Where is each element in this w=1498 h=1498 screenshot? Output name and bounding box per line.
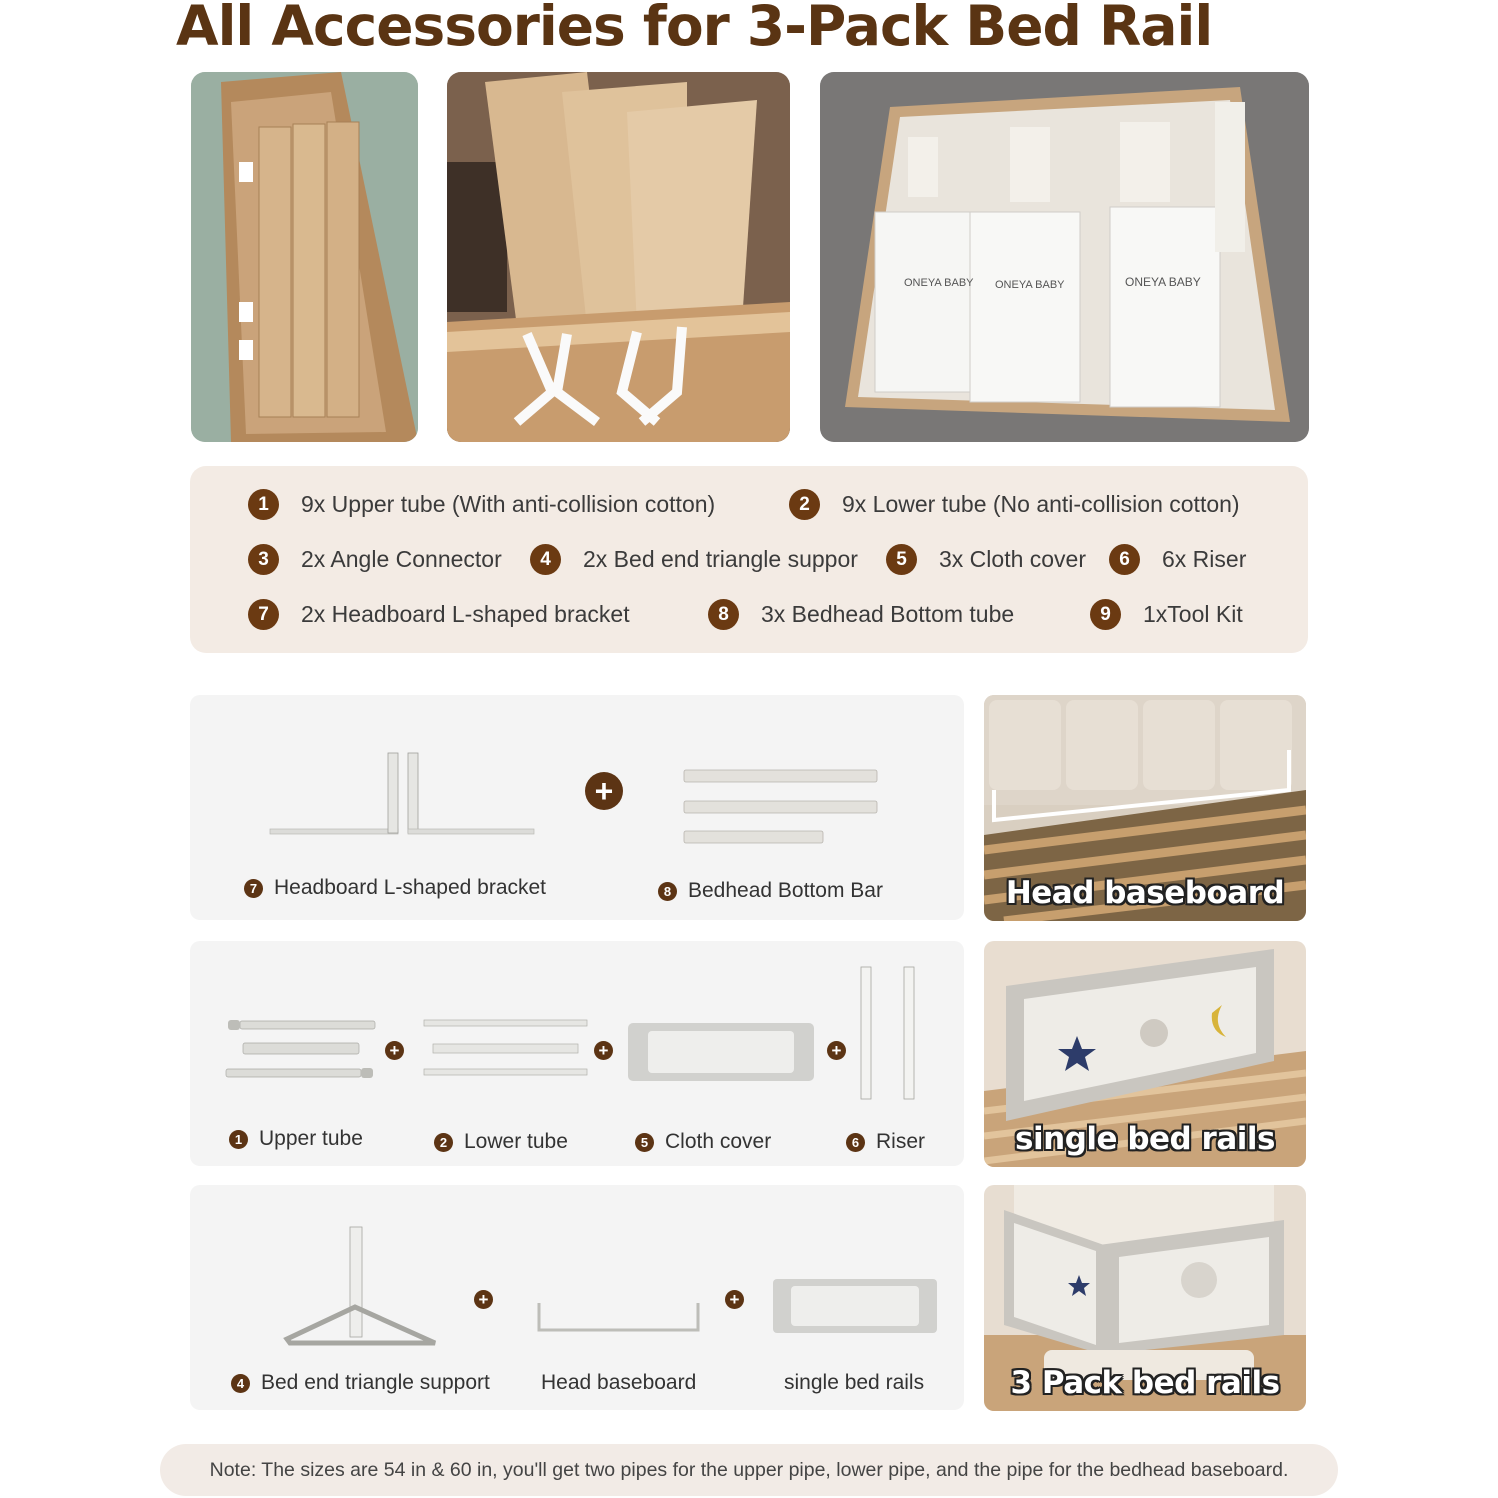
page-title: All Accessories for 3-Pack Bed Rail xyxy=(176,0,1213,58)
part-label xyxy=(244,876,546,900)
item-number: 3 xyxy=(248,544,279,575)
scene-title: Head baseboard xyxy=(1005,875,1285,911)
item-number: 4 xyxy=(530,544,561,575)
list-item xyxy=(530,544,858,575)
part-number: 1 xyxy=(229,1130,248,1149)
part-label xyxy=(635,1130,771,1154)
plus-icon: + xyxy=(474,1290,493,1309)
list-item xyxy=(708,599,1014,630)
plus-icon: + xyxy=(827,1041,846,1060)
box-brand-2: ONEYA BABY xyxy=(995,279,1065,291)
list-item xyxy=(1090,599,1243,630)
upper-tube-illustration xyxy=(226,1020,375,1078)
boxes-and-supports-photo xyxy=(447,72,790,442)
box-brand-1: ONEYA BABY xyxy=(904,277,974,289)
plus-icon: + xyxy=(585,772,623,810)
bedhead-bar-illustration xyxy=(684,770,877,843)
head-baseboard-scene xyxy=(984,695,1306,921)
item-number: 1 xyxy=(248,489,279,520)
part-name: Bed end triangle support xyxy=(261,1371,490,1394)
assembly-row-single-rail xyxy=(190,941,964,1166)
item-text: 2x Headboard L-shaped bracket xyxy=(301,601,630,627)
item-text: 9x Upper tube (With anti-collision cotton) xyxy=(301,491,716,517)
part-number: 7 xyxy=(244,879,263,898)
item-text: 6x Riser xyxy=(1162,546,1247,572)
part-label xyxy=(846,1130,925,1154)
unboxed-kit-photo xyxy=(820,72,1309,442)
cloth-cover-illustration xyxy=(628,1023,814,1081)
single-bed-rail-scene xyxy=(984,941,1306,1167)
packed-box-photo xyxy=(191,72,418,442)
item-text: 1xTool Kit xyxy=(1143,601,1243,627)
part-name: Lower tube xyxy=(464,1130,568,1153)
item-text: 2x Bed end triangle suppor xyxy=(583,546,858,572)
triangle-support-illustration xyxy=(287,1227,435,1343)
list-item xyxy=(248,544,502,575)
part-label xyxy=(231,1371,490,1395)
part-name: Upper tube xyxy=(259,1127,363,1150)
plus-icon: + xyxy=(594,1041,613,1060)
list-item xyxy=(886,544,1086,575)
part-label xyxy=(784,1371,924,1395)
item-text: 3x Bedhead Bottom tube xyxy=(761,601,1015,627)
part-number: 4 xyxy=(231,1374,250,1393)
riser-illustration xyxy=(861,967,914,1099)
item-number: 7 xyxy=(248,599,279,630)
item-number: 2 xyxy=(789,489,820,520)
part-name: Headboard L-shaped bracket xyxy=(274,876,547,899)
item-number: 8 xyxy=(708,599,739,630)
item-number: 5 xyxy=(886,544,917,575)
box-brand-3: ONEYA BABY xyxy=(1125,275,1201,289)
plus-icon: + xyxy=(385,1041,404,1060)
list-item xyxy=(248,489,715,520)
lower-tube-illustration xyxy=(424,1020,587,1075)
part-name: Cloth cover xyxy=(665,1130,772,1153)
part-number: 2 xyxy=(434,1133,453,1152)
list-item xyxy=(1109,544,1246,575)
item-text: 9x Lower tube (No anti-collision cotton) xyxy=(842,491,1240,517)
part-name: Bedhead Bottom Bar xyxy=(688,879,883,902)
size-note: Note: The sizes are 54 in & 60 in, you'll get two pipes for the upper pipe, lower pipe, and the pipe for the bedhead baseboard. xyxy=(160,1444,1338,1496)
part-label xyxy=(541,1371,696,1395)
item-text: 3x Cloth cover xyxy=(939,546,1087,572)
item-text: 2x Angle Connector xyxy=(301,546,502,572)
part-name: Head baseboard xyxy=(541,1371,697,1394)
part-label xyxy=(229,1127,363,1151)
part-number: 8 xyxy=(658,882,677,901)
assembly-row-three-pack xyxy=(190,1185,964,1410)
part-number: 6 xyxy=(846,1133,865,1152)
item-number: 9 xyxy=(1090,599,1121,630)
plus-icon: + xyxy=(725,1290,744,1309)
assembly-row-head-baseboard xyxy=(190,695,964,920)
l-bracket-illustration xyxy=(270,753,534,834)
item-number: 6 xyxy=(1109,544,1140,575)
list-item xyxy=(248,599,630,630)
scene-title: 3 Pack bed rails xyxy=(1010,1365,1280,1401)
part-number: 5 xyxy=(635,1133,654,1152)
three-pack-rail-scene xyxy=(984,1185,1306,1411)
part-label xyxy=(658,879,883,903)
head-baseboard-illustration xyxy=(539,1303,698,1330)
part-name: single bed rails xyxy=(784,1371,925,1394)
part-label xyxy=(434,1130,568,1154)
contents-list xyxy=(190,466,1308,653)
part-name: Riser xyxy=(876,1130,926,1153)
single-rail-illustration xyxy=(773,1279,937,1333)
list-item xyxy=(789,489,1240,520)
scene-title: single bed rails xyxy=(1015,1121,1275,1157)
